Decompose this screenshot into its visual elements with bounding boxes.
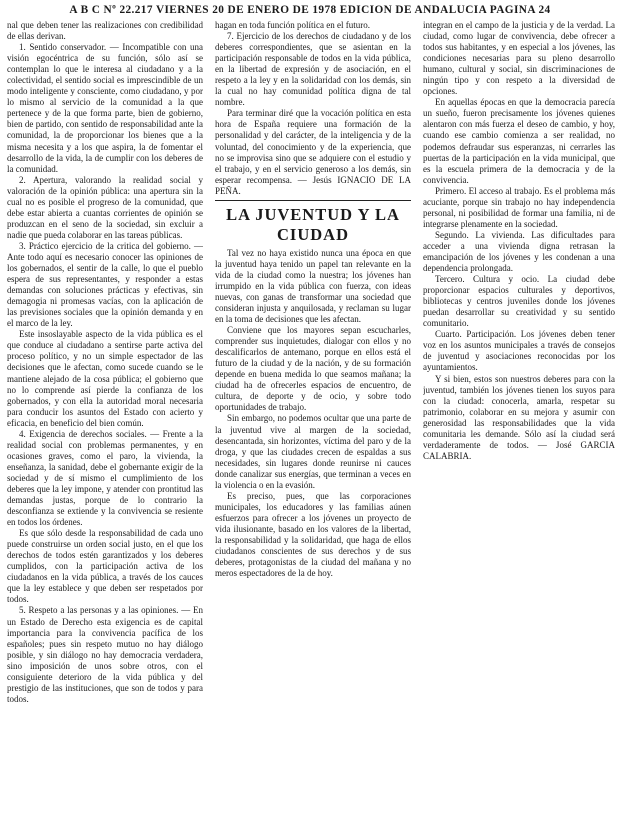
paragraph: integran en el campo de la justicia y de la verdad. La ciudad, como lugar de convivencia, debe ofrecer a todos sus habitantes, y en especial a los jóvenes, las condiciones necesarias para su pleno desarrollo humano, cultural y social, sin discriminaciones de ningún tipo y con respeto a la diversidad de opciones. [423, 20, 615, 97]
paragraph: 5. Respeto a las personas y a las opiniones. — En un Estado de Derecho esta exigencia es de capital importancia para la convivencia pacífica de los españoles; pues sin respeto mutuo no hay diálogo posible, y sin diálogo no hay democracia verdadera, sino imposición de unos sobre otros, con el consiguiente deterioro de la vida pública y del prestigio de las instituciones, que son de todos y para todos. [7, 605, 203, 704]
column-3 [423, 20, 615, 815]
paragraph: 3. Práctico ejercicio de la critica del gobierno. — Ante todo aquí es necesario conocer las opiniones de los gobernados, el sentir de la calle, lo que el pueblo espera de sus representantes, y responder a estas demandas con soluciones prácticas y efectivas, sin demagogia ni promesas vacías, con la aplicación de las previsiones sociales que la opinión demanda y en el marco de la ley. [7, 240, 203, 329]
paragraph: Es que sólo desde la responsabilidad de cada uno puede construirse un orden social justo, en el que los derechos de todos estén garantizados y los deberes cumplidos, con la participación activa de los ciudadanos en la vida pública, a través de los cauces que la ley establece y que deben ser respetados por todos. [7, 528, 203, 605]
paragraph: Primero. El acceso al trabajo. Es el problema más acuciante, porque sin trabajo no hay independencia personal, ni posibilidad de formar una familia, ni de integrarse plenamente en la sociedad. [423, 185, 615, 229]
page-number: PAGINA 24 [489, 4, 551, 16]
issue-number: Nº 22.217 [103, 4, 153, 16]
paragraph: 4. Exigencia de derechos sociales. — Frente a la realidad social con problemas permanentes, y en ocasiones graves, como el paro, la vivienda, la enseñanza, la sanidad, debe el gobernante exigir de la sociedad y de sí mismo el cumplimiento de los deberes que la ley impone, y atender con prontitud las demandas justas, porque de lo contrario la desconfianza se extiende y la convivencia se resiente en todos los órdenes. [7, 428, 203, 528]
paragraph: Sin embargo, no podemos ocultar que una parte de la juventud vive al margen de la sociedad, desencantada, sin horizontes, víctima del paro y de la droga, y que las ciudades crecen de espaldas a sus necesidades, sin lugares donde reunirse ni cauces donde canalizar sus energías, que terminan a veces en la violencia o en la evasión. [215, 413, 411, 490]
paragraph: Y si bien, estos son nuestros deberes para con la juventud, también los jóvenes tienen los suyos para con la ciudad: conocerla, amarla, respetar su patrimonio, colaborar en su mejora y asumir con generosidad las responsabilidades que la vida comunitaria les demande. Sólo así la ciudad será verdaderamente de todos. — José GARCIA CALABRIA. [423, 373, 615, 461]
paragraph: Cuarto. Participación. Los jóvenes deben tener voz en los asuntos municipales a través de consejos de juventud y asociaciones reconocidas por los ayuntamientos. [423, 329, 615, 373]
paragraph: Este insoslayable aspecto de la vida pública es el que conduce al ciudadano a sentirse parte activa del proceso político, y no un simple espectador de las decisiones que le afectan, como sucede cuando se le mantiene alejado de la cosa pública; el gobierno que no lo comprende así pierde la confianza de los gobernados, y con ella la autoridad moral necesaria para conducir los asuntos del Estado con acierto y eficacia, en beneficio del bien común. [7, 329, 203, 428]
page-header [0, 4, 620, 16]
column-2 [215, 20, 411, 815]
column-1 [7, 20, 203, 815]
paragraph: 2. Apertura, valorando la realidad social y valoración de la opinión pública: una apertura sin la cual no es posible el progreso de la comunidad, que debe estar abierta a cuantas corrientes de opinión se produzcan en el seno de la sociedad, sin excluir a nadie que pueda colaborar en las tareas públicas. [7, 174, 203, 240]
edition-name: EDICION DE ANDALUCIA [339, 4, 487, 16]
section-title: LA JUVENTUD Y LA CIUDAD [226, 204, 400, 244]
paragraph: Conviene que los mayores sepan escucharles, comprender sus inquietudes, dialogar con ellos y no descalificarlos de antemano, porque en ellos está el futuro de la ciudad y de la nación, y de su formación depende en buena medida lo que seamos mañana; la ciudad ha de ofrecerles espacios de encuentro, de cultura, de deporte y de ocio, y sobre todo oportunidades de trabajo. [215, 325, 411, 413]
paragraph: Segundo. La vivienda. Las dificultades para acceder a una vivienda digna retrasan la emancipación de los jóvenes y les condenan a una dependencia prolongada. [423, 229, 615, 274]
paragraph: En aquellas épocas en que la democracia parecía un sueño, fueron precisamente los jóvenes quienes alentaron con más fuerza el deseo de cambio, y hoy, cuando ese cambio comienza a ser realidad, no podemos defraudar sus esperanzas, ni cerrarles las puertas de la participación en la vida municipal, que es la escuela primera de la democracia y de la convivencia. [423, 97, 615, 185]
paragraph: hagan en toda función política en el futuro. [215, 20, 370, 30]
paragraph: Tercero. Cultura y ocio. La ciudad debe proporcionar espacios culturales y deportivos, bibliotecas y centros juveniles donde los jóvenes puedan desarrollar su creatividad y su sentido comunitario. [423, 274, 615, 329]
paragraph: Es preciso, pues, que las corporaciones municipales, los educadores y las familias aúnen esfuerzos para ofrecer a los jóvenes un proyecto de vida ilusionante, basado en los valores de la libertad, la responsabilidad y la solidaridad, que haga de ellos ciudadanos conscientes de sus derechos y de sus deberes, protagonistas de la ciudad del mañana y no meros espectadores de la de hoy. [215, 490, 411, 579]
paragraph: nal que deben tener las realizaciones con credibilidad de ellas derivan. [7, 20, 203, 42]
paragraph: Tal vez no haya existido nunca una época en que la juventud haya tenido un papel tan relevante en la vida de la ciudad como la nuestra; los jóvenes han irrumpido en la vida pública con fuerza, con ideas nuevas, con ganas de transformar una sociedad que consideran injusta y anquilosada, y reclaman su lugar en la toma de decisiones que les afectan. [215, 247, 411, 325]
section-divider [215, 200, 411, 201]
paragraph: 1. Sentido conservador. — Incompatible con una visión egocéntrica de su función, sólo así se contemplan lo que le interesa al ciudadano y a la colectividad, el sentido social es imprescindible de un modo inteligente y consciente, como ciudadano, y por lo mismo al servicio de la comunidad a la que pertenece y de la que forma parte, bien de gobierno, bien de partido, con sentido de responsabilidad ante la comunidad, la de proporcionar los bienes que a la misma necesita y a los que aspira, la de fomentar el desarrollo de la vida, la de cumplir con los deberes de la comunidad. [7, 42, 203, 174]
issue-date: VIERNES 20 DE ENERO DE 1978 [155, 4, 337, 16]
paragraph: Para terminar diré que la vocación política en esta hora de España requiere una formación de la personalidad y del carácter, de la inteligencia y de la voluntad, del conocimiento y de la experiencia, que no se improvisa sino que se adquiere con el estudio y el trabajo, y en el servicio generoso a los demás, sin esperar recompensa. — Jesús IGNACIO DE LA PEÑA. [215, 108, 411, 196]
paragraph: 7. Ejercicio de los derechos de ciudadano y de los deberes correspondientes, que se asientan en la participación responsable de todos en la vida pública, en la libertad de expresión y de asociación, en el respeto a la ley y en la solidaridad con los demás, sin la cual no hay comunidad política digna de tal nombre. [215, 31, 411, 108]
masthead: A B C [69, 4, 101, 16]
